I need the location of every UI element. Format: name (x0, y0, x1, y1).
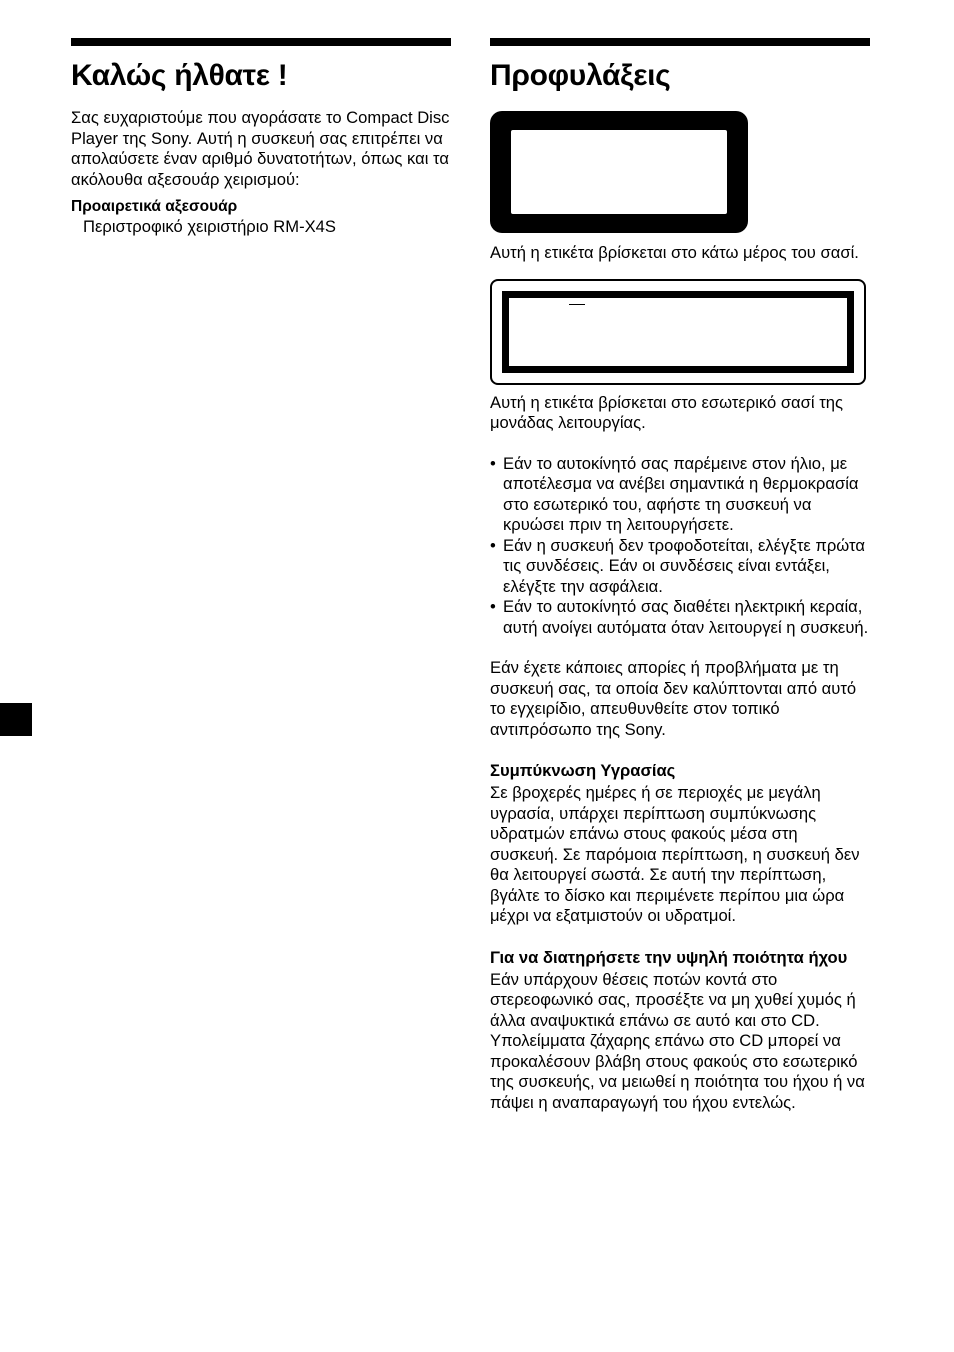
label-dash (569, 304, 585, 306)
list-item-text: Εάν το αυτοκίνητό σας παρέμεινε στον ήλιο, με αποτέλεσμα να ανέβει σημαντικά η θερμοκρασία στο εσωτερικό του, αφήστε τη συσκευή να κρυώσει πριν τη λειτουργήσετε. (503, 453, 859, 534)
top-rule (490, 38, 870, 46)
condensation-text: Σε βροχερές ημέρες ή σε περιοχές με μεγάλη υγρασία, υπάρχει περίπτωση συμπύκνωσης υδρατμών επάνω στους φακούς μέσα στη συσκευή. Σε παρόμοια περίπτωση, η συσκευή δεν θα λειτουργεί σωστά. Σε αυτή την περίπτωση, βγάλτε το δίσκο και περιμένετε περίπου μια ώρα μέχρι να εξατμιστούν οι υδρατμοί. (490, 783, 860, 925)
bullet-icon: • (490, 453, 496, 473)
welcome-intro: Σας ευχαριστούμε που αγοράσατε το Compact Disc Player της Sony. Αυτή η συσκευή σας επιτρέπει να απολαύσετε έναν αριθμό δυνατοτήτων, όπως και τα ακόλουθα αξεσουάρ χειρισμού: (71, 108, 450, 189)
questions-paragraph: Εάν έχετε κάποιες απορίες ή προβλήματα με τη συσκευή σας, τα οποία δεν καλύπτονται από αυτό το εγχειρίδιο, απευθυνθείτε στον τοπικό αντιπρόσωπο της Sony. (490, 658, 857, 739)
list-item-text: Εάν το αυτοκίνητό σας διαθέτει ηλεκτρική κεραία, αυτή ανοίγει αυτόματα όταν λειτουργεί η συσκευή. (503, 597, 869, 637)
right-column (490, 38, 870, 1113)
bullet-icon: • (490, 535, 496, 555)
sound-quality-heading: Για να διατηρήσετε την υψηλή ποιότητα ήχου (490, 947, 848, 967)
list-item (490, 597, 870, 638)
laser-label-illustration (490, 111, 748, 233)
precautions-list (490, 454, 870, 639)
warning-label-illustration (490, 279, 866, 385)
section-tab-marker (0, 703, 32, 736)
top-rule (71, 38, 451, 46)
list-item (490, 454, 870, 536)
list-item (490, 536, 870, 598)
label1-caption: Αυτή η ετικέτα βρίσκεται στο κάτω μέρος του σασί. (490, 243, 859, 262)
warning-label-inner (502, 291, 854, 373)
sound-quality-text: Εάν υπάρχουν θέσεις ποτών κοντά στο στερεοφωνικό σας, προσέξτε να μη χυθεί χυμός ή άλλα αναψυκτικά επάνω σε αυτό και στο CD. Υπολείμματα ζάχαρης επάνω στο CD μπορεί να προκαλέσουν βλάβη στους φακούς στο εσωτερικό της συσκευής, να μειωθεί η ποιότητα του ήχου ή να πάψει η αναπαραγωγή του ήχου εντελώς. (490, 969, 865, 1112)
laser-label-inner (511, 130, 727, 214)
bullet-icon: • (490, 597, 496, 616)
condensation-heading: Συμπύκνωση Υγρασίας (490, 761, 676, 780)
label2-caption: Αυτή η ετικέτα βρίσκεται στο εσωτερικό σασί της μονάδας λειτουργίας. (490, 392, 843, 432)
left-column (71, 38, 451, 238)
optional-accessory-item: Περιστροφικό χειριστήριο RM-X4S (83, 217, 336, 236)
optional-accessories-heading: Προαιρετικά αξεσουάρ (71, 198, 238, 215)
list-item-text: Εάν η συσκευή δεν τροφοδοτείται, ελέγξτε πρώτα τις συνδέσεις. Εάν οι συνδέσεις είναι εντάξει, ελέγξτε την ασφάλεια. (503, 535, 865, 596)
precautions-title: Προφυλάξεις (490, 59, 671, 92)
welcome-title: Καλώς ήλθατε ! (71, 59, 288, 92)
